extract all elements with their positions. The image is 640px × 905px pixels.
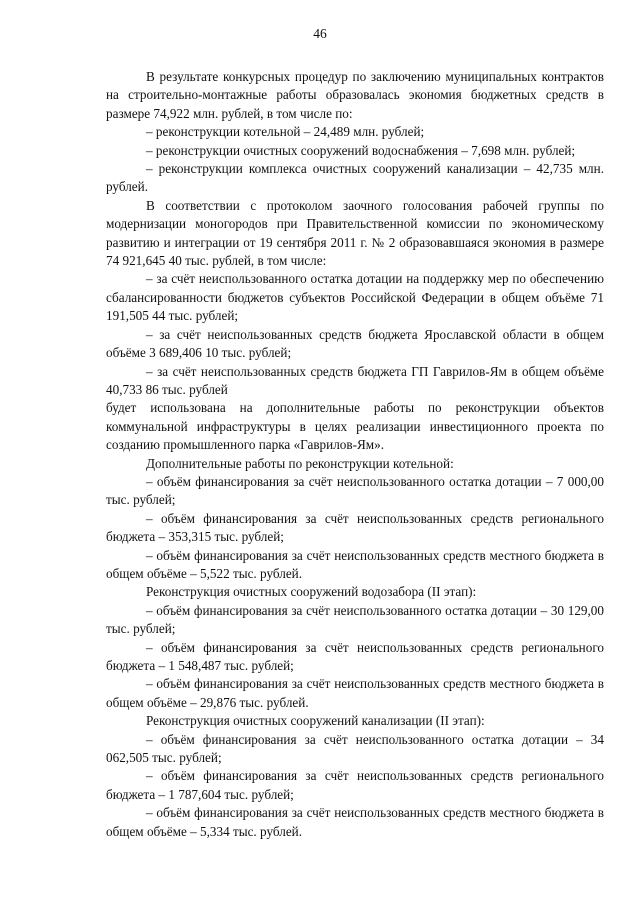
list-item-boiler-local: – объём финансирования за счёт неиспользованных средств местного бюджета в общем объёме – 5,522 тыс. рублей.	[106, 547, 604, 581]
list-item-regional-funds: – за счёт неиспользованных средств бюджета Ярославской области в общем объёме 3 689,406 10 тыс. рублей;	[106, 326, 604, 361]
document-body	[106, 68, 604, 841]
list-item-sewage-regional: – объём финансирования за счёт неиспользованных средств регионального бюджета – 1 787,604 тыс. рублей;	[106, 768, 604, 802]
list-item-boiler-regional: – объём финансирования за счёт неиспользованных средств регионального бюджета – 353,315 тыс. рублей;	[106, 510, 604, 545]
list-item-water-subsidy: – объём финансирования за счёт неиспользованного остатка дотации – 30 129,00 тыс. рублей;	[106, 602, 604, 637]
list-item-water-treatment: – реконструкции очистных сооружений водоснабжения – 7,698 млн. рублей;	[146, 142, 576, 158]
list-item-boiler: – реконструкции котельной – 24,489 млн. рублей;	[146, 124, 425, 140]
list-item-local-funds: – за счёт неиспользованных средств бюджета ГП Гаврилов-Ям в общем объёме 40,733 86 тыс. рублей	[106, 363, 604, 397]
list-item-sewage-subsidy: – объём финансирования за счёт неиспользованного остатка дотации – 34 062,505 тыс. рублей;	[106, 731, 604, 766]
list-item-boiler-subsidy: – объём финансирования за счёт неиспользованного остатка дотации – 7 000,00 тыс. рублей;	[106, 473, 604, 508]
section-heading-water-intake: Реконструкция очистных сооружений водозабора (II этап):	[146, 584, 477, 600]
list-item-sewage-treatment: – реконструкции комплекса очистных сооружений канализации – 42,735 млн. рублей.	[106, 161, 604, 195]
paragraph-protocol: В соответствии с протоколом заочного голосования рабочей группы по модернизации моногородов при Правительственной комиссии по экономическому развитию и интеграции от 19 сентября 2011 г. № 2 образовавшаяся экономия в размере 74 921,645 40 тыс. рублей, в том числе:	[106, 197, 604, 269]
section-heading-boiler: Дополнительные работы по реконструкции котельной:	[146, 455, 454, 471]
paragraph-usage: будет использована на дополнительные работы по реконструкции объектов коммунальной инфраструктуры в целях реализации инвестиционного проекта по созданию промышленного парка «Гаврилов-Ям».	[106, 400, 604, 453]
page-number: 46	[313, 26, 327, 41]
paragraph-savings-intro: В результате конкурсных процедур по заключению муниципальных контрактов на строительно-монтажные работы образовалась экономия бюджетных средств в размере 74,922 млн. рублей, в том числе по:	[106, 69, 604, 121]
list-item-water-regional: – объём финансирования за счёт неиспользованных средств регионального бюджета – 1 548,487 тыс. рублей;	[106, 639, 604, 673]
section-heading-sewage: Реконструкция очистных сооружений канализации (II этап):	[146, 713, 485, 729]
list-item-water-local: – объём финансирования за счёт неиспользованных средств местного бюджета в общем объёме – 29,876 тыс. рублей.	[106, 676, 604, 710]
list-item-sewage-local: – объём финансирования за счёт неиспользованных средств местного бюджета в общем объёме – 5,334 тыс. рублей.	[106, 805, 604, 839]
list-item-subsidy-remainder: – за счёт неиспользованного остатка дотации на поддержку мер по обеспечению сбалансированности бюджетов субъектов Российской Федерации в общем объёме 71 191,505 44 тыс. рублей;	[106, 271, 604, 324]
